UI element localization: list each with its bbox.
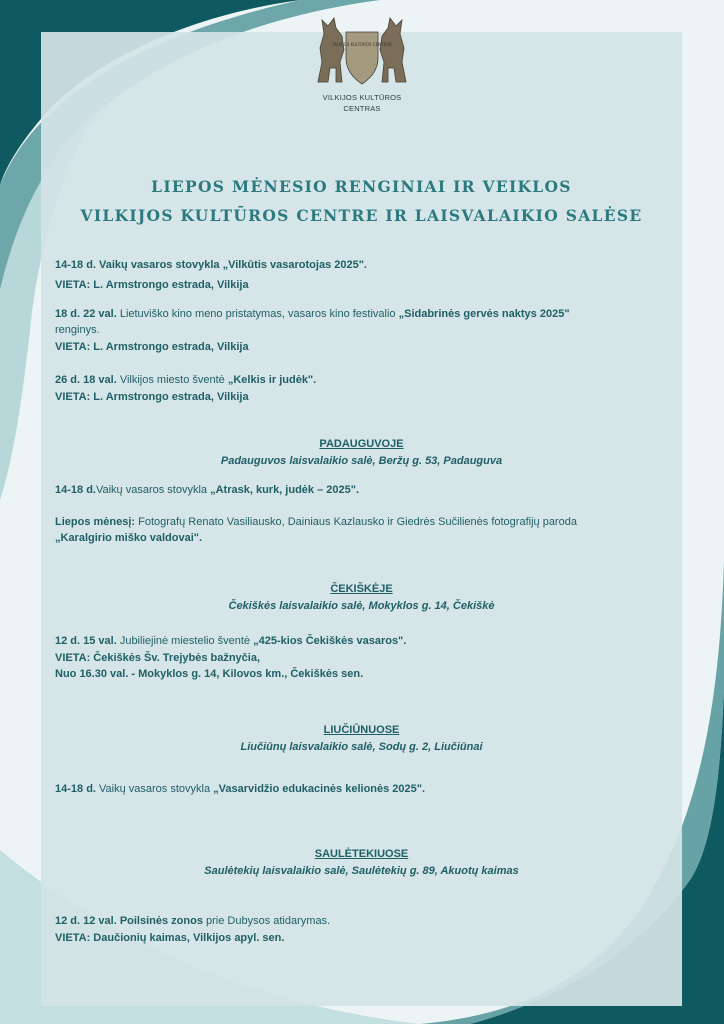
event-text: Jubiliejinė miestelio šventė [116,635,254,647]
cekiskeje-event-1-venue2: Nuo 16.30 val. - Mokyklos g. 14, Kilovos km., Čekiškės sen. [55,668,364,680]
event-name: „425-kios Čekiškės vasaros". [253,635,407,647]
event-text: prie Dubysos atidarymas. [202,915,331,927]
section-venue-liuciunuose: Liučiūnų laisvalaikio salė, Sodų g. 2, Liučiūnai [240,741,483,753]
padauguvoje-event-2-name: „Karalgirio miško valdovai". [55,532,203,544]
left-wolf-icon [318,18,344,82]
event-date: 26 d. 18 val. [55,374,117,386]
section-venue-cekiskeje: Čekiškės laisvalaikio salė, Mokyklos g. 14, Čekiškė [228,600,495,612]
vilkija-event-3-venue: VIETA: L. Armstrongo estrada, Vilkija [55,391,249,403]
event-name: „Sidabrinės gervės naktys 2025" [398,308,570,320]
logo-seal-text: VILKIJOS KULTŪROS CENTRAS [332,42,392,47]
logo-caption [262,92,462,114]
section-heading-liuciunuose: LIUČIŪNUOSE [323,724,400,736]
section-venue-padauguvoje: Padauguvos laisvalaikio salė, Beržų g. 53, Padauguva [220,455,503,467]
section-venue-sauletekiuose: Saulėtekių laisvalaikio salė, Saulėtekių g. 89, Akuotų kaimas [204,865,519,877]
event-date: 18 d. 22 val. [55,308,117,320]
event-text: Vaikų vasaros stovykla [95,783,214,795]
section-heading-padauguvoje: PADAUGUVOJE [319,438,404,450]
logo-caption-line2: CENTRAS [343,104,381,113]
shield-icon [346,32,378,84]
event-name: „Vilkūtis vasarotojas 2025". [222,259,367,271]
vilkija-event-1 [55,257,675,273]
cekiskeje-event-1-venue1: VIETA: Čekiškės Šv. Trejybės bažnyčia, [55,652,261,664]
vilkija-event-3 [55,372,675,388]
event-text: Vilkijos miesto šventė [116,374,228,386]
sauletekiuose-event-1-venue: VIETA: Daučionių kaimas, Vilkijos apyl. sen. [55,932,285,944]
event-text: Vaikų vasaros stovykla [95,259,223,271]
sauletekiuose-event-1 [55,913,675,929]
cekiskeje-event-1 [55,633,675,649]
event-date: 12 d. 12 val. Poilsinės zonos [55,915,203,927]
event-name: „Kelkis ir judėk". [227,374,317,386]
vilkija-event-2-cont: renginys. [55,324,100,336]
event-date: 14-18 d. [55,783,96,795]
section-heading-sauletekiuose: SAULĖTEKIUOSE [314,848,409,860]
event-text: Fotografų Renato Vasiliausko, Dainiaus Kazlausko ir Giedrės Sučilienės fotografijų paroda [135,516,577,528]
event-name: „Vasarvidžio edukacinės kelionės 2025". [213,783,426,795]
padauguvoje-event-2 [55,514,675,530]
event-date: 14-18 d. [55,484,96,496]
padauguvoje-event-1 [55,482,675,498]
event-label: Liepos mėnesį: [55,516,136,528]
vilkija-event-2-venue: VIETA: L. Armstrongo estrada, Vilkija [55,341,249,353]
event-date: 14-18 d. [55,259,96,271]
right-wolf-icon [380,18,406,82]
section-heading-cekiskeje: ČEKIŠKĖJE [330,583,393,595]
vilkija-event-1-venue: VIETA: L. Armstrongo estrada, Vilkija [55,279,249,291]
page-title-line1: LIEPOS MĖNESIO RENGINIAI IR VEIKLOS [151,177,572,196]
event-text: Vaikų vasaros stovykla [95,484,211,496]
event-text: Lietuviško kino meno pristatymas, vasaros kino festivalio [116,308,399,320]
coat-of-arms-logo [312,10,412,88]
page-title-line2: VILKIJOS KULTŪROS CENTRE IR LAISVALAIKIO SALĖSE [80,206,643,225]
vilkija-event-2 [55,306,675,322]
logo-caption-line1: VILKIJOS KULTŪROS [322,93,402,102]
event-name: „Atrask, kurk, judėk – 2025". [210,484,359,496]
event-date: 12 d. 15 val. [55,635,117,647]
liuciunuose-event-1 [55,781,675,797]
